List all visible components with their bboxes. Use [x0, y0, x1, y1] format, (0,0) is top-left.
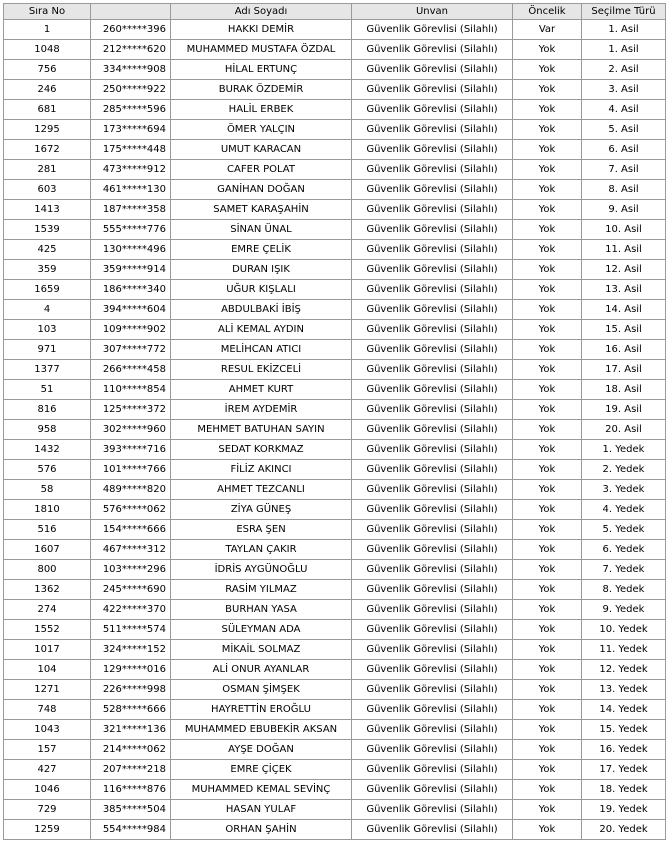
cell-unvan: Güvenlik Görevlisi (Silahlı): [352, 800, 513, 820]
cell-oncelik: Yok: [513, 240, 582, 260]
cell-sira-no: 1043: [4, 720, 91, 740]
cell-oncelik: Yok: [513, 400, 582, 420]
cell-tc-no: 385*****504: [91, 800, 171, 820]
cell-unvan: Güvenlik Görevlisi (Silahlı): [352, 160, 513, 180]
cell-adi-soyadi: BURAK ÖZDEMİR: [171, 80, 352, 100]
header-tc-no: [91, 4, 171, 20]
cell-adi-soyadi: İDRİS AYGÜNOĞLU: [171, 560, 352, 580]
cell-tc-no: 422*****370: [91, 600, 171, 620]
cell-secilme-turu: 4. Yedek: [582, 500, 666, 520]
cell-unvan: Güvenlik Görevlisi (Silahlı): [352, 660, 513, 680]
cell-unvan: Güvenlik Görevlisi (Silahlı): [352, 580, 513, 600]
cell-secilme-turu: 12. Asil: [582, 260, 666, 280]
cell-tc-no: 207*****218: [91, 760, 171, 780]
cell-unvan: Güvenlik Görevlisi (Silahlı): [352, 820, 513, 840]
table-row: [4, 340, 666, 360]
cell-oncelik: Yok: [513, 480, 582, 500]
cell-tc-no: 554*****984: [91, 820, 171, 840]
table-row: [4, 720, 666, 740]
table-row: [4, 180, 666, 200]
cell-tc-no: 307*****772: [91, 340, 171, 360]
table-row: [4, 120, 666, 140]
cell-secilme-turu: 2. Asil: [582, 60, 666, 80]
cell-tc-no: 214*****062: [91, 740, 171, 760]
cell-secilme-turu: 17. Yedek: [582, 760, 666, 780]
table-row: [4, 240, 666, 260]
cell-secilme-turu: 17. Asil: [582, 360, 666, 380]
table-row: [4, 200, 666, 220]
cell-secilme-turu: 16. Asil: [582, 340, 666, 360]
cell-secilme-turu: 10. Asil: [582, 220, 666, 240]
cell-secilme-turu: 14. Yedek: [582, 700, 666, 720]
cell-tc-no: 473*****912: [91, 160, 171, 180]
cell-secilme-turu: 1. Yedek: [582, 440, 666, 460]
table-row: [4, 420, 666, 440]
cell-unvan: Güvenlik Görevlisi (Silahlı): [352, 20, 513, 40]
cell-unvan: Güvenlik Görevlisi (Silahlı): [352, 100, 513, 120]
cell-unvan: Güvenlik Görevlisi (Silahlı): [352, 560, 513, 580]
cell-sira-no: 427: [4, 760, 91, 780]
header-row: [4, 4, 666, 20]
cell-unvan: Güvenlik Görevlisi (Silahlı): [352, 260, 513, 280]
cell-adi-soyadi: MELİHCAN ATICI: [171, 340, 352, 360]
cell-unvan: Güvenlik Görevlisi (Silahlı): [352, 760, 513, 780]
cell-tc-no: 186*****340: [91, 280, 171, 300]
table-row: [4, 660, 666, 680]
cell-tc-no: 334*****908: [91, 60, 171, 80]
table-row: [4, 300, 666, 320]
table-row: [4, 460, 666, 480]
cell-unvan: Güvenlik Görevlisi (Silahlı): [352, 680, 513, 700]
table-row: [4, 40, 666, 60]
cell-sira-no: 58: [4, 480, 91, 500]
cell-unvan: Güvenlik Görevlisi (Silahlı): [352, 280, 513, 300]
cell-secilme-turu: 18. Yedek: [582, 780, 666, 800]
cell-unvan: Güvenlik Görevlisi (Silahlı): [352, 380, 513, 400]
cell-secilme-turu: 9. Yedek: [582, 600, 666, 620]
table-row: [4, 580, 666, 600]
cell-tc-no: 359*****914: [91, 260, 171, 280]
cell-adi-soyadi: ZİYA GÜNEŞ: [171, 500, 352, 520]
cell-tc-no: 187*****358: [91, 200, 171, 220]
table-row: [4, 540, 666, 560]
cell-secilme-turu: 6. Asil: [582, 140, 666, 160]
cell-oncelik: Yok: [513, 500, 582, 520]
cell-unvan: Güvenlik Görevlisi (Silahlı): [352, 600, 513, 620]
cell-adi-soyadi: AHMET KURT: [171, 380, 352, 400]
cell-secilme-turu: 6. Yedek: [582, 540, 666, 560]
cell-oncelik: Yok: [513, 580, 582, 600]
cell-tc-no: 394*****604: [91, 300, 171, 320]
table-row: [4, 560, 666, 580]
cell-oncelik: Yok: [513, 420, 582, 440]
cell-sira-no: 157: [4, 740, 91, 760]
cell-sira-no: 104: [4, 660, 91, 680]
table-body: [4, 20, 666, 840]
table-row: [4, 20, 666, 40]
cell-adi-soyadi: CAFER POLAT: [171, 160, 352, 180]
cell-adi-soyadi: RESUL EKİZCELİ: [171, 360, 352, 380]
cell-adi-soyadi: İREM AYDEMİR: [171, 400, 352, 420]
cell-sira-no: 958: [4, 420, 91, 440]
cell-unvan: Güvenlik Görevlisi (Silahlı): [352, 500, 513, 520]
cell-adi-soyadi: HİLAL ERTUNÇ: [171, 60, 352, 80]
cell-oncelik: Yok: [513, 680, 582, 700]
cell-oncelik: Yok: [513, 120, 582, 140]
cell-oncelik: Yok: [513, 380, 582, 400]
cell-secilme-turu: 19. Asil: [582, 400, 666, 420]
table-row: [4, 80, 666, 100]
table-row: [4, 320, 666, 340]
cell-secilme-turu: 11. Yedek: [582, 640, 666, 660]
table-row: [4, 60, 666, 80]
cell-oncelik: Yok: [513, 700, 582, 720]
cell-tc-no: 266*****458: [91, 360, 171, 380]
cell-adi-soyadi: MİKAİL SOLMAZ: [171, 640, 352, 660]
cell-adi-soyadi: MEHMET BATUHAN SAYIN: [171, 420, 352, 440]
cell-oncelik: Yok: [513, 620, 582, 640]
cell-adi-soyadi: FİLİZ AKINCI: [171, 460, 352, 480]
cell-secilme-turu: 7. Asil: [582, 160, 666, 180]
cell-tc-no: 175*****448: [91, 140, 171, 160]
cell-sira-no: 246: [4, 80, 91, 100]
cell-oncelik: Yok: [513, 280, 582, 300]
table-row: [4, 140, 666, 160]
cell-secilme-turu: 13. Asil: [582, 280, 666, 300]
table-row: [4, 500, 666, 520]
cell-oncelik: Yok: [513, 660, 582, 680]
cell-oncelik: Yok: [513, 780, 582, 800]
cell-sira-no: 1048: [4, 40, 91, 60]
table-row: [4, 360, 666, 380]
cell-secilme-turu: 9. Asil: [582, 200, 666, 220]
cell-sira-no: 756: [4, 60, 91, 80]
cell-sira-no: 4: [4, 300, 91, 320]
cell-sira-no: 516: [4, 520, 91, 540]
cell-sira-no: 1: [4, 20, 91, 40]
cell-tc-no: 103*****296: [91, 560, 171, 580]
cell-sira-no: 1046: [4, 780, 91, 800]
cell-tc-no: 461*****130: [91, 180, 171, 200]
cell-oncelik: Yok: [513, 100, 582, 120]
cell-unvan: Güvenlik Görevlisi (Silahlı): [352, 40, 513, 60]
cell-sira-no: 1362: [4, 580, 91, 600]
cell-adi-soyadi: SİNAN ÜNAL: [171, 220, 352, 240]
header-oncelik: Öncelik: [513, 4, 582, 20]
cell-secilme-turu: 20. Yedek: [582, 820, 666, 840]
cell-adi-soyadi: UĞUR KIŞLALI: [171, 280, 352, 300]
table-row: [4, 380, 666, 400]
cell-adi-soyadi: ORHAN ŞAHİN: [171, 820, 352, 840]
cell-secilme-turu: 16. Yedek: [582, 740, 666, 760]
cell-sira-no: 1810: [4, 500, 91, 520]
table-row: [4, 680, 666, 700]
cell-sira-no: 1017: [4, 640, 91, 660]
table-row: [4, 520, 666, 540]
table-row: [4, 600, 666, 620]
cell-sira-no: 359: [4, 260, 91, 280]
cell-unvan: Güvenlik Görevlisi (Silahlı): [352, 520, 513, 540]
cell-tc-no: 245*****690: [91, 580, 171, 600]
header-unvan: Unvan: [352, 4, 513, 20]
cell-unvan: Güvenlik Görevlisi (Silahlı): [352, 180, 513, 200]
results-table-container: [3, 3, 666, 840]
cell-oncelik: Yok: [513, 360, 582, 380]
cell-sira-no: 1607: [4, 540, 91, 560]
cell-adi-soyadi: HASAN YULAF: [171, 800, 352, 820]
cell-adi-soyadi: UMUT KARACAN: [171, 140, 352, 160]
cell-oncelik: Yok: [513, 560, 582, 580]
cell-tc-no: 467*****312: [91, 540, 171, 560]
cell-tc-no: 226*****998: [91, 680, 171, 700]
cell-tc-no: 489*****820: [91, 480, 171, 500]
cell-unvan: Güvenlik Görevlisi (Silahlı): [352, 740, 513, 760]
cell-secilme-turu: 15. Asil: [582, 320, 666, 340]
cell-sira-no: 1432: [4, 440, 91, 460]
cell-unvan: Güvenlik Görevlisi (Silahlı): [352, 360, 513, 380]
cell-sira-no: 51: [4, 380, 91, 400]
cell-adi-soyadi: HALİL ERBEK: [171, 100, 352, 120]
cell-secilme-turu: 4. Asil: [582, 100, 666, 120]
cell-adi-soyadi: ALİ KEMAL AYDIN: [171, 320, 352, 340]
cell-sira-no: 1259: [4, 820, 91, 840]
cell-adi-soyadi: ABDULBAKİ İBİŞ: [171, 300, 352, 320]
cell-secilme-turu: 1. Asil: [582, 20, 666, 40]
cell-secilme-turu: 13. Yedek: [582, 680, 666, 700]
table-row: [4, 640, 666, 660]
cell-secilme-turu: 11. Asil: [582, 240, 666, 260]
cell-tc-no: 528*****666: [91, 700, 171, 720]
cell-secilme-turu: 1. Asil: [582, 40, 666, 60]
cell-oncelik: Yok: [513, 80, 582, 100]
cell-secilme-turu: 19. Yedek: [582, 800, 666, 820]
header-secilme-turu: Seçilme Türü: [582, 4, 666, 20]
cell-adi-soyadi: BURHAN YASA: [171, 600, 352, 620]
cell-secilme-turu: 8. Asil: [582, 180, 666, 200]
cell-unvan: Güvenlik Görevlisi (Silahlı): [352, 60, 513, 80]
cell-oncelik: Yok: [513, 440, 582, 460]
cell-oncelik: Yok: [513, 800, 582, 820]
table-row: [4, 800, 666, 820]
cell-oncelik: Yok: [513, 220, 582, 240]
cell-oncelik: Yok: [513, 640, 582, 660]
cell-unvan: Güvenlik Görevlisi (Silahlı): [352, 320, 513, 340]
cell-unvan: Güvenlik Görevlisi (Silahlı): [352, 400, 513, 420]
cell-oncelik: Yok: [513, 600, 582, 620]
cell-unvan: Güvenlik Görevlisi (Silahlı): [352, 120, 513, 140]
table-row: [4, 280, 666, 300]
cell-tc-no: 125*****372: [91, 400, 171, 420]
cell-oncelik: Yok: [513, 300, 582, 320]
cell-oncelik: Yok: [513, 160, 582, 180]
cell-unvan: Güvenlik Görevlisi (Silahlı): [352, 640, 513, 660]
cell-sira-no: 1659: [4, 280, 91, 300]
cell-sira-no: 1377: [4, 360, 91, 380]
cell-tc-no: 154*****666: [91, 520, 171, 540]
table-row: [4, 440, 666, 460]
table-header: [4, 4, 666, 20]
cell-unvan: Güvenlik Görevlisi (Silahlı): [352, 700, 513, 720]
cell-sira-no: 729: [4, 800, 91, 820]
cell-oncelik: Yok: [513, 740, 582, 760]
cell-tc-no: 101*****766: [91, 460, 171, 480]
cell-oncelik: Yok: [513, 820, 582, 840]
cell-sira-no: 274: [4, 600, 91, 620]
cell-adi-soyadi: EMRE ÇELİK: [171, 240, 352, 260]
cell-secilme-turu: 5. Yedek: [582, 520, 666, 540]
table-row: [4, 160, 666, 180]
cell-adi-soyadi: TAYLAN ÇAKIR: [171, 540, 352, 560]
table-row: [4, 780, 666, 800]
cell-adi-soyadi: OSMAN ŞİMŞEK: [171, 680, 352, 700]
table-row: [4, 760, 666, 780]
cell-tc-no: 116*****876: [91, 780, 171, 800]
cell-unvan: Güvenlik Görevlisi (Silahlı): [352, 200, 513, 220]
cell-sira-no: 1672: [4, 140, 91, 160]
cell-unvan: Güvenlik Görevlisi (Silahlı): [352, 480, 513, 500]
cell-secilme-turu: 14. Asil: [582, 300, 666, 320]
cell-tc-no: 109*****902: [91, 320, 171, 340]
cell-adi-soyadi: SAMET KARAŞAHİN: [171, 200, 352, 220]
cell-tc-no: 212*****620: [91, 40, 171, 60]
cell-unvan: Güvenlik Görevlisi (Silahlı): [352, 220, 513, 240]
table-row: [4, 620, 666, 640]
cell-adi-soyadi: SÜLEYMAN ADA: [171, 620, 352, 640]
cell-tc-no: 260*****396: [91, 20, 171, 40]
cell-adi-soyadi: MUHAMMED EBUBEKİR AKSAN: [171, 720, 352, 740]
table-row: [4, 820, 666, 840]
cell-tc-no: 285*****596: [91, 100, 171, 120]
cell-oncelik: Yok: [513, 260, 582, 280]
cell-unvan: Güvenlik Görevlisi (Silahlı): [352, 620, 513, 640]
cell-oncelik: Yok: [513, 180, 582, 200]
cell-sira-no: 1271: [4, 680, 91, 700]
cell-adi-soyadi: ESRA ŞEN: [171, 520, 352, 540]
cell-sira-no: 603: [4, 180, 91, 200]
cell-adi-soyadi: AHMET TEZCANLI: [171, 480, 352, 500]
cell-oncelik: Yok: [513, 460, 582, 480]
cell-tc-no: 321*****136: [91, 720, 171, 740]
cell-adi-soyadi: HAKKI DEMİR: [171, 20, 352, 40]
table-row: [4, 740, 666, 760]
cell-secilme-turu: 10. Yedek: [582, 620, 666, 640]
cell-adi-soyadi: HAYRETTİN EROĞLU: [171, 700, 352, 720]
cell-adi-soyadi: MUHAMMED KEMAL SEVİNÇ: [171, 780, 352, 800]
cell-secilme-turu: 3. Yedek: [582, 480, 666, 500]
header-adi-soyadi: Adı Soyadı: [171, 4, 352, 20]
cell-sira-no: 281: [4, 160, 91, 180]
cell-tc-no: 555*****776: [91, 220, 171, 240]
cell-tc-no: 511*****574: [91, 620, 171, 640]
cell-adi-soyadi: GANİHAN DOĞAN: [171, 180, 352, 200]
cell-oncelik: Yok: [513, 140, 582, 160]
cell-unvan: Güvenlik Görevlisi (Silahlı): [352, 240, 513, 260]
cell-adi-soyadi: ÖMER YALÇIN: [171, 120, 352, 140]
cell-secilme-turu: 2. Yedek: [582, 460, 666, 480]
cell-unvan: Güvenlik Görevlisi (Silahlı): [352, 140, 513, 160]
cell-adi-soyadi: SEDAT KORKMAZ: [171, 440, 352, 460]
cell-tc-no: 129*****016: [91, 660, 171, 680]
cell-sira-no: 971: [4, 340, 91, 360]
table-row: [4, 100, 666, 120]
cell-sira-no: 1539: [4, 220, 91, 240]
cell-sira-no: 800: [4, 560, 91, 580]
cell-sira-no: 103: [4, 320, 91, 340]
table-row: [4, 260, 666, 280]
cell-sira-no: 681: [4, 100, 91, 120]
cell-unvan: Güvenlik Görevlisi (Silahlı): [352, 540, 513, 560]
table-row: [4, 480, 666, 500]
cell-oncelik: Yok: [513, 40, 582, 60]
table-row: [4, 400, 666, 420]
cell-secilme-turu: 18. Asil: [582, 380, 666, 400]
cell-unvan: Güvenlik Görevlisi (Silahlı): [352, 720, 513, 740]
cell-unvan: Güvenlik Görevlisi (Silahlı): [352, 340, 513, 360]
cell-sira-no: 816: [4, 400, 91, 420]
cell-tc-no: 173*****694: [91, 120, 171, 140]
cell-secilme-turu: 15. Yedek: [582, 720, 666, 740]
cell-sira-no: 748: [4, 700, 91, 720]
cell-sira-no: 425: [4, 240, 91, 260]
header-sira-no: Sıra No: [4, 4, 91, 20]
table-row: [4, 220, 666, 240]
cell-oncelik: Yok: [513, 340, 582, 360]
cell-secilme-turu: 8. Yedek: [582, 580, 666, 600]
cell-sira-no: 576: [4, 460, 91, 480]
cell-oncelik: Yok: [513, 720, 582, 740]
cell-oncelik: Yok: [513, 520, 582, 540]
cell-oncelik: Yok: [513, 540, 582, 560]
cell-unvan: Güvenlik Görevlisi (Silahlı): [352, 80, 513, 100]
results-table: [3, 3, 666, 840]
cell-tc-no: 576*****062: [91, 500, 171, 520]
cell-oncelik: Var: [513, 20, 582, 40]
cell-secilme-turu: 20. Asil: [582, 420, 666, 440]
cell-unvan: Güvenlik Görevlisi (Silahlı): [352, 780, 513, 800]
cell-adi-soyadi: DURAN IŞIK: [171, 260, 352, 280]
cell-tc-no: 393*****716: [91, 440, 171, 460]
cell-tc-no: 130*****496: [91, 240, 171, 260]
cell-sira-no: 1552: [4, 620, 91, 640]
cell-oncelik: Yok: [513, 320, 582, 340]
cell-sira-no: 1413: [4, 200, 91, 220]
cell-adi-soyadi: AYŞE DOĞAN: [171, 740, 352, 760]
cell-adi-soyadi: EMRE ÇİÇEK: [171, 760, 352, 780]
cell-secilme-turu: 5. Asil: [582, 120, 666, 140]
cell-sira-no: 1295: [4, 120, 91, 140]
cell-tc-no: 250*****922: [91, 80, 171, 100]
cell-tc-no: 302*****960: [91, 420, 171, 440]
cell-adi-soyadi: ALİ ONUR AYANLAR: [171, 660, 352, 680]
cell-secilme-turu: 7. Yedek: [582, 560, 666, 580]
cell-unvan: Güvenlik Görevlisi (Silahlı): [352, 440, 513, 460]
cell-oncelik: Yok: [513, 60, 582, 80]
cell-unvan: Güvenlik Görevlisi (Silahlı): [352, 460, 513, 480]
cell-adi-soyadi: RASİM YILMAZ: [171, 580, 352, 600]
cell-oncelik: Yok: [513, 760, 582, 780]
cell-secilme-turu: 12. Yedek: [582, 660, 666, 680]
cell-adi-soyadi: MUHAMMED MUSTAFA ÖZDAL: [171, 40, 352, 60]
cell-oncelik: Yok: [513, 200, 582, 220]
cell-secilme-turu: 3. Asil: [582, 80, 666, 100]
cell-unvan: Güvenlik Görevlisi (Silahlı): [352, 420, 513, 440]
cell-tc-no: 110*****854: [91, 380, 171, 400]
cell-unvan: Güvenlik Görevlisi (Silahlı): [352, 300, 513, 320]
cell-tc-no: 324*****152: [91, 640, 171, 660]
table-row: [4, 700, 666, 720]
